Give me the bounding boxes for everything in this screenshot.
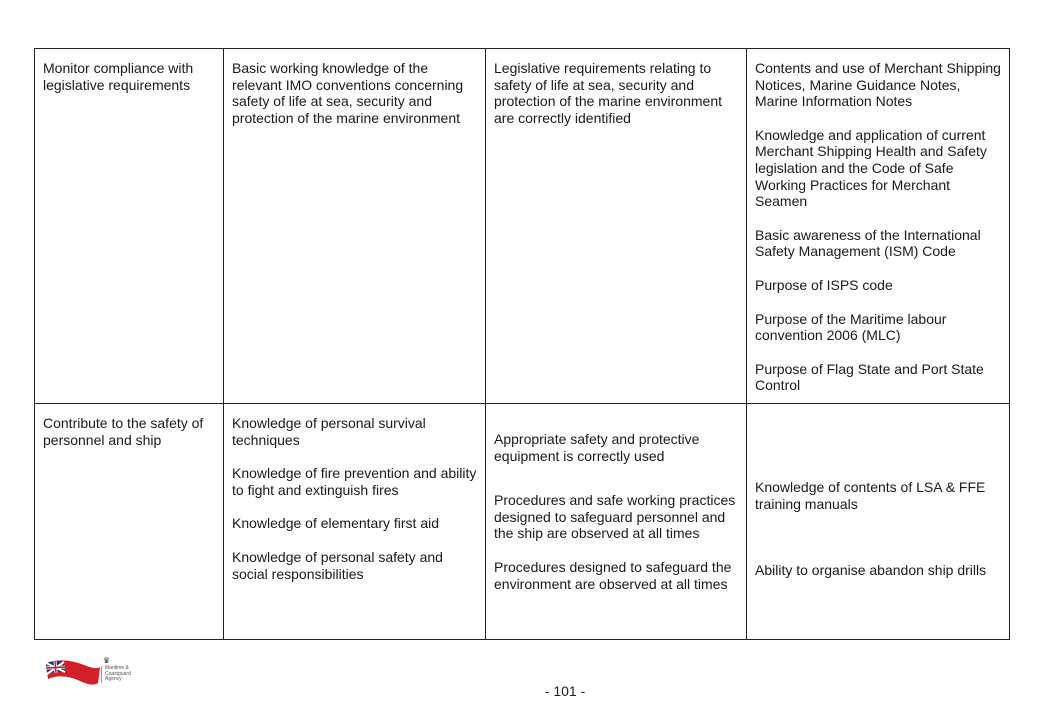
notes-text: Knowledge of contents of LSA & FFE training manuals bbox=[755, 479, 986, 512]
knowledge-text: Basic working knowledge of the relevant IMO conventions concerning safety of life at sea, security and protection of the marine environment bbox=[232, 60, 464, 126]
knowledge-text: Knowledge of fire prevention and ability to fight and extinguish fires bbox=[232, 465, 477, 498]
knowledge-text: Knowledge of personal survival techniques bbox=[232, 415, 426, 448]
notes-text: Basic awareness of the International Safety Management (ISM) Code bbox=[755, 226, 981, 260]
agency-line: Maritime & bbox=[105, 665, 129, 671]
knowledge-text: Knowledge of elementary first aid bbox=[232, 515, 439, 532]
notes-text: Purpose of Flag State and Port State Control bbox=[755, 360, 984, 394]
notes-text: Purpose of the Maritime labour convention 2006 (MLC) bbox=[755, 310, 947, 344]
page-number: - 101 - bbox=[544, 683, 586, 699]
notes-cell bbox=[747, 404, 1010, 640]
royal-crest-icon: ♛ bbox=[103, 656, 111, 665]
criteria-cell bbox=[486, 404, 747, 640]
agency-line: Agency bbox=[105, 676, 122, 682]
competence-table bbox=[34, 48, 1010, 640]
agency-name bbox=[101, 666, 131, 683]
notes-text: Purpose of ISPS code bbox=[755, 276, 893, 293]
notes-text: Contents and use of Merchant Shipping Notices, Marine Guidance Notes, Marine Information Notes bbox=[755, 60, 1001, 110]
agency-line: Coastguard bbox=[105, 670, 131, 677]
knowledge-cell bbox=[224, 404, 486, 640]
criteria-text: Procedures designed to safeguard the environment are observed at all times bbox=[494, 558, 732, 592]
knowledge-cell bbox=[224, 49, 486, 404]
table-row bbox=[35, 404, 1010, 640]
table-row bbox=[35, 49, 1010, 404]
criteria-text: Appropriate safety and protective equipment is correctly used bbox=[494, 431, 700, 464]
competence-cell bbox=[35, 404, 224, 640]
notes-cell bbox=[747, 49, 1010, 404]
competence-text: Contribute to the safety of personnel and ship bbox=[43, 415, 204, 448]
competence-text: Monitor compliance with legislative requirements bbox=[43, 60, 194, 93]
criteria-text: Legislative requirements relating to safety of life at sea, security and protection of the marine environment are correctly identified bbox=[494, 60, 723, 126]
competence-cell bbox=[35, 49, 224, 404]
notes-text: Ability to organise abandon ship drills bbox=[755, 562, 987, 579]
knowledge-text: Knowledge of personal safety and social responsibilities bbox=[232, 548, 443, 582]
criteria-text: Procedures and safe working practices designed to safeguard personnel and the ship are observed at all times bbox=[494, 492, 736, 542]
notes-text: Knowledge and application of current Merchant Shipping Health and Safety legislation and the Code of Safe Working Practices for Merchant Seamen bbox=[755, 126, 987, 210]
criteria-cell bbox=[486, 49, 747, 404]
